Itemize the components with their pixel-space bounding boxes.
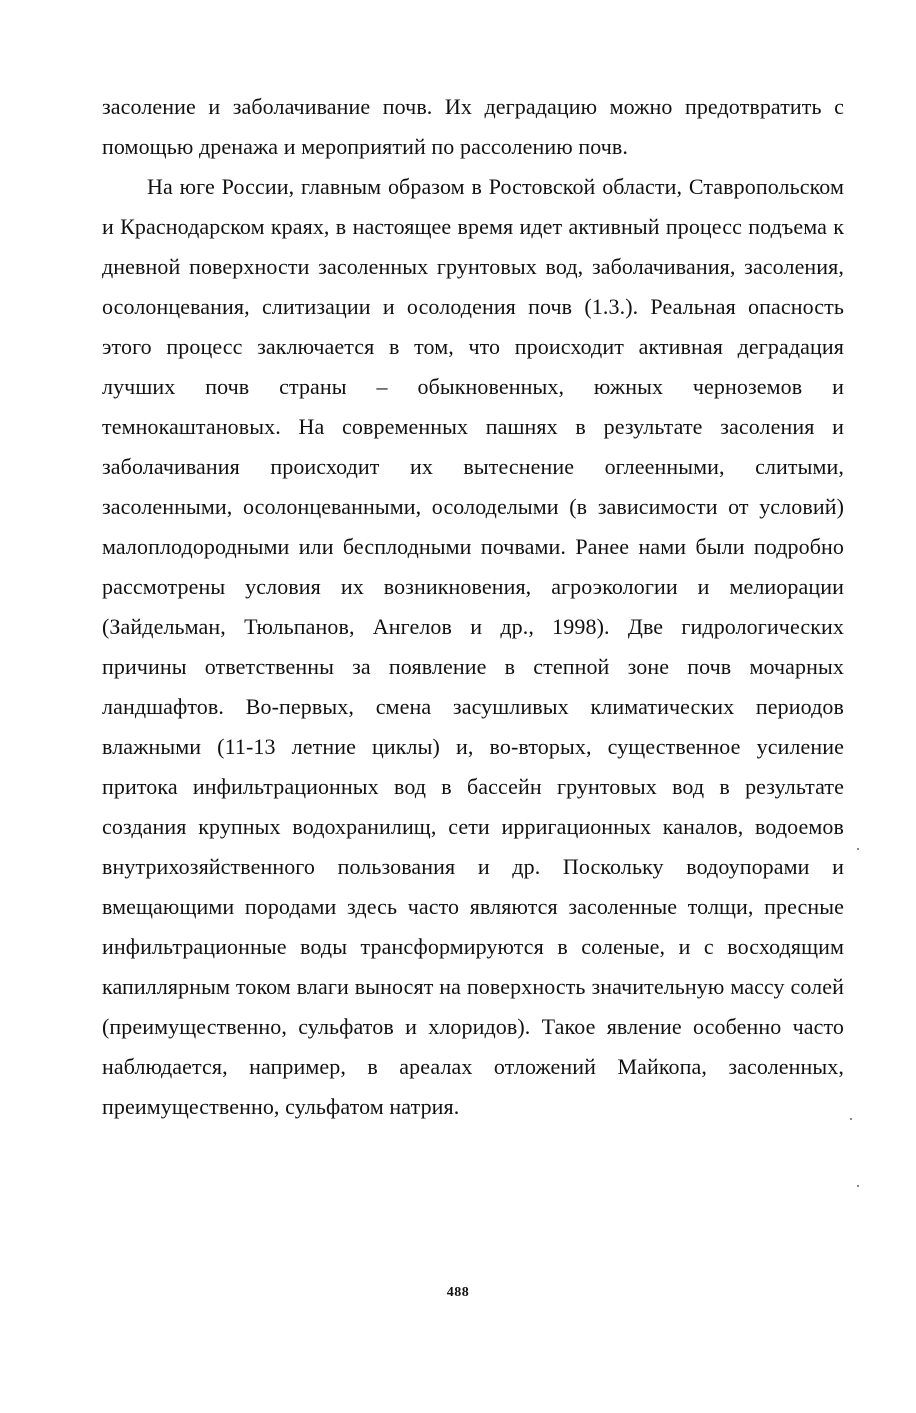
paragraph-continuation: засоление и заболачивание почв. Их деградацию можно предотвратить с помощью дренажа и мероприятий по рассолению почв. xyxy=(102,94,844,159)
paragraph-main: На юге России, главным образом в Ростовской области, Ставропольском и Краснодарском краях, в настоящее время идет активный процесс подъема к дневной поверхности засоленных грунтовых вод, заболачивания, засоления, осолонцевания, слитизации и осолодения почв (1.3.). Реальная опасность этого процесс заключается в том, что происходит активная деградация лучших почв страны – обыкновенных, южных черноземов и темнокаштановых. На современных пашнях в результате засоления и заболачивания происходит их вытеснение оглеенными, слитыми, засоленными, осолонцеванными, осолоделыми (в зависимости от условий) малоплодородными или бесплодными почвами. Ранее нами были подробно рассмотрены условия их возникновения, агроэкологии и мелиорации (Зайдельман, Тюльпанов, Ангелов и др., 1998). Две гидрологических причины ответственны за появление в степной зоне почв мочарных ландшафтов. Во-первых, смена засушливых климатических периодов влажными (11-13 летние циклы) и, во-вторых, существенное усиление притока инфильтрационных вод в бассейн грунтовых вод в результате создания крупных водохранилищ, сети ирригационных каналов, водоемов внутрихозяйственного пользования и др. Поскольку водоупорами и вмещающими породами здесь часто являются засоленные толщи, пресные инфильтрационные воды трансформируются в соленые, и с восходящим капиллярным током влаги выносят на поверхность значительную массу солей (преимущественно, сульфатов и хлоридов). Такое явление особенно часто наблюдается, например, в ареалах отложений Майкопа, засоленных, преимущественно, сульфатом натрия. xyxy=(102,174,844,1119)
document-body xyxy=(102,87,844,1127)
scan-speck xyxy=(857,1185,859,1187)
scan-speck xyxy=(857,848,859,850)
scan-speck xyxy=(850,1118,852,1120)
page-number: 488 xyxy=(446,1285,470,1300)
